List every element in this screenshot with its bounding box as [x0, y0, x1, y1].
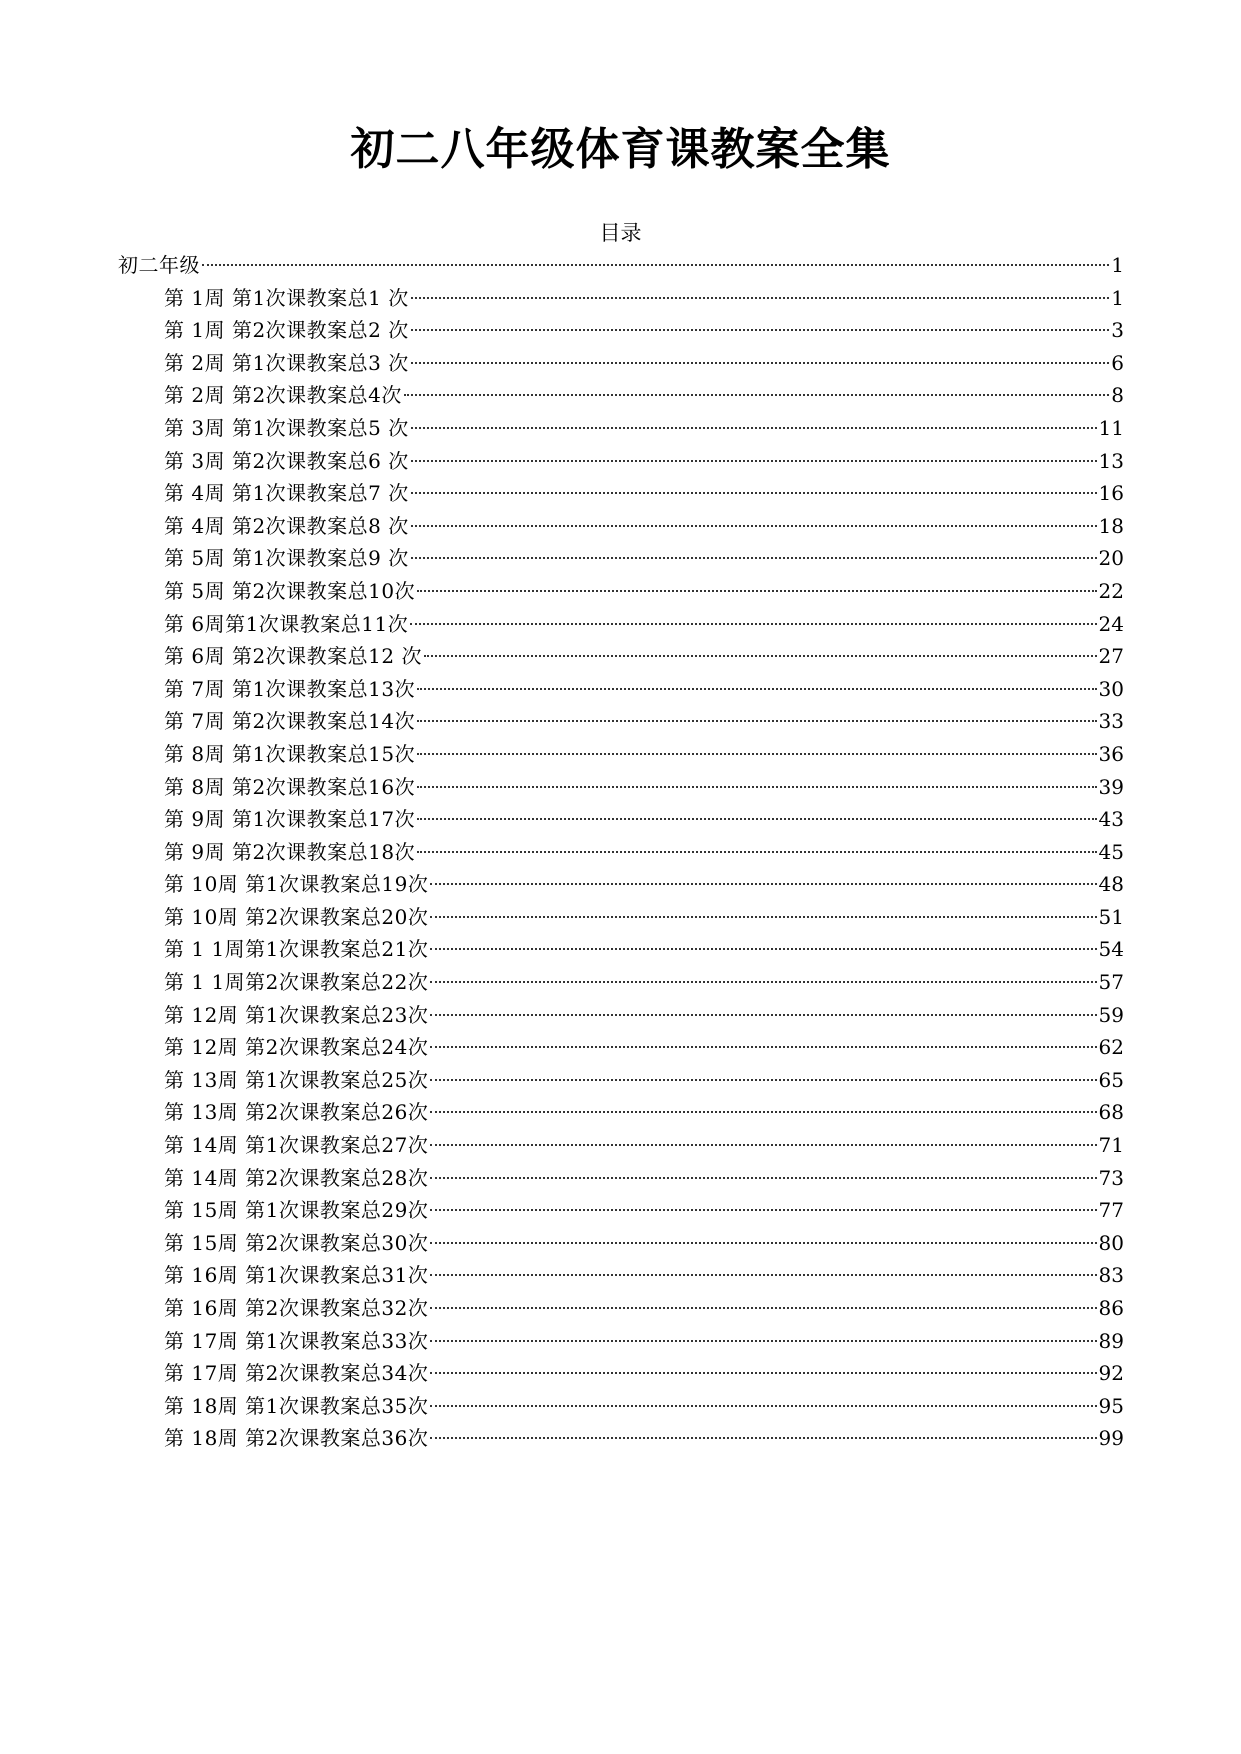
toc-page-number: 13: [1098, 448, 1124, 473]
toc-page-number: 54: [1098, 937, 1124, 962]
toc-dot-leader: [411, 329, 1110, 331]
toc-entry-label: 第 13周 第2次课教案总26次: [164, 1100, 429, 1125]
toc-page-number: 77: [1098, 1198, 1124, 1223]
toc-entry[interactable]: [118, 836, 1124, 869]
toc-dot-leader: [430, 916, 1096, 918]
toc-dot-leader: [411, 427, 1097, 429]
toc-dot-leader: [410, 623, 1096, 625]
toc-entry-label: 第 10周 第2次课教案总20次: [164, 904, 429, 929]
toc-dot-leader: [430, 1307, 1096, 1309]
toc-entry[interactable]: [118, 282, 1124, 315]
toc-entry-label: 第 1 1周第1次课教案总21次: [164, 937, 429, 962]
toc-dot-leader: [430, 1340, 1096, 1342]
toc-entry[interactable]: [118, 1390, 1124, 1423]
toc-entry-label: 第 4周 第2次课教案总8 次: [164, 513, 409, 538]
toc-page-number: 22: [1098, 578, 1124, 603]
toc-entry-label: 第 14周 第2次课教案总28次: [164, 1165, 429, 1190]
toc-dot-leader: [417, 590, 1096, 592]
toc-heading: 目录: [599, 221, 642, 245]
toc-entry-label: 第 15周 第2次课教案总30次: [164, 1230, 429, 1255]
toc-entry[interactable]: [118, 1325, 1124, 1358]
toc-entry[interactable]: [118, 379, 1124, 412]
toc-entry-label: 第 3周 第2次课教案总6 次: [164, 448, 409, 473]
toc-entry[interactable]: [118, 901, 1124, 934]
toc-entry[interactable]: [118, 1422, 1124, 1455]
toc-dot-leader: [417, 818, 1096, 820]
toc-dot-leader: [417, 786, 1096, 788]
toc-entry-label: 第 9周 第2次课教案总18次: [164, 839, 416, 864]
toc-entry[interactable]: [118, 347, 1124, 380]
toc-entry[interactable]: [118, 542, 1124, 575]
toc-entry-label: 第 1 1周第2次课教案总22次: [164, 970, 429, 995]
toc-entry[interactable]: [118, 999, 1124, 1032]
toc-entry[interactable]: [118, 1096, 1124, 1129]
toc-entry-label: 第 18周 第1次课教案总35次: [164, 1393, 429, 1418]
toc-entry[interactable]: [118, 1227, 1124, 1260]
toc-page-number: 92: [1098, 1361, 1124, 1386]
document-title: 初二八年级体育课教案全集: [350, 124, 891, 175]
toc-entry-label: 第 16周 第2次课教案总32次: [164, 1296, 429, 1320]
toc-page-number: 51: [1098, 904, 1124, 929]
toc-dot-leader: [430, 1372, 1096, 1374]
toc-entry-label: 第 1周 第2次课教案总2 次: [164, 318, 409, 343]
toc-entry[interactable]: [118, 1162, 1124, 1195]
toc-entry-label: 第 12周 第2次课教案总24次: [164, 1035, 429, 1060]
toc-dot-leader: [411, 492, 1097, 494]
toc-dot-leader: [417, 753, 1096, 755]
toc-entry[interactable]: [118, 1292, 1124, 1325]
toc-entry-label: 第 12周 第1次课教案总23次: [164, 1002, 429, 1027]
toc-dot-leader: [411, 460, 1097, 462]
toc-entry-label: 第 17周 第2次课教案总34次: [164, 1361, 429, 1386]
toc-page-number: 24: [1098, 611, 1124, 636]
toc-dot-leader: [411, 525, 1097, 527]
toc-entry-label: 第 7周 第2次课教案总14次: [164, 709, 416, 734]
toc-entry-label: 第 13周 第1次课教案总25次: [164, 1067, 429, 1092]
toc-entry-label: 第 8周 第2次课教案总16次: [164, 774, 416, 799]
toc-dot-leader: [430, 1437, 1096, 1439]
toc-entry[interactable]: [118, 803, 1124, 836]
toc-page-number: 3: [1111, 318, 1124, 343]
toc-page-number: 73: [1098, 1165, 1124, 1190]
toc-dot-leader: [417, 720, 1096, 722]
toc-entry-label: 第 16周 第1次课教案总31次: [164, 1263, 429, 1288]
toc-dot-leader: [202, 264, 1109, 266]
toc-entry-label: 第 10周 第1次课教案总19次: [164, 872, 429, 897]
toc-entry-label: 第 8周 第1次课教案总15次: [164, 741, 416, 766]
toc-dot-leader: [430, 1079, 1096, 1081]
toc-entry[interactable]: [118, 966, 1124, 999]
toc-page-number: 59: [1098, 1002, 1124, 1027]
toc-page-number: 71: [1098, 1133, 1124, 1158]
toc-page-number: 6: [1111, 350, 1124, 375]
toc-page-number: 95: [1098, 1393, 1124, 1418]
toc-page-number: 39: [1098, 774, 1124, 799]
toc-page-number: 83: [1098, 1263, 1124, 1288]
toc-entry-label: 第 18周 第2次课教案总36次: [164, 1426, 429, 1451]
toc-entry[interactable]: [118, 1357, 1124, 1390]
toc-entry[interactable]: [118, 1031, 1124, 1064]
toc-entry[interactable]: [118, 510, 1124, 543]
toc-entry[interactable]: [118, 314, 1124, 347]
toc-page-number: 99: [1098, 1426, 1124, 1451]
toc-page-number: 80: [1098, 1230, 1124, 1255]
toc-dot-leader: [430, 948, 1096, 950]
toc-page-number: 1: [1111, 253, 1124, 277]
toc-entry[interactable]: [118, 705, 1124, 738]
toc-page-number: 65: [1098, 1067, 1124, 1092]
toc-entry[interactable]: [118, 477, 1124, 510]
toc-entry[interactable]: [118, 445, 1124, 478]
toc-entry[interactable]: [118, 1064, 1124, 1097]
toc-page-number: 8: [1111, 383, 1124, 408]
toc-dot-leader: [411, 362, 1110, 364]
toc-dot-leader: [404, 394, 1109, 396]
toc-page-number: 68: [1098, 1100, 1124, 1125]
toc-page-number: 20: [1098, 546, 1124, 571]
toc-entry[interactable]: [118, 933, 1124, 966]
toc-dot-leader: [430, 981, 1096, 983]
toc-page-number: 30: [1098, 676, 1124, 701]
toc-entry[interactable]: [118, 1259, 1124, 1292]
toc-dot-leader: [417, 688, 1096, 690]
toc-entry-label: 第 6周 第2次课教案总12 次: [164, 644, 422, 669]
toc-page-number: 48: [1098, 872, 1124, 897]
toc-dot-leader: [430, 1014, 1096, 1016]
toc-page-number: 36: [1098, 741, 1124, 766]
toc-dot-leader: [417, 851, 1096, 853]
toc-entry-label: 第 4周 第1次课教案总7 次: [164, 481, 409, 506]
toc-entry[interactable]: [118, 1194, 1124, 1227]
toc-page-number: 62: [1098, 1035, 1124, 1060]
toc-entry[interactable]: [118, 738, 1124, 771]
toc-entry-label: 初二年级: [118, 253, 200, 277]
table-of-contents: [118, 249, 1124, 1455]
toc-entry[interactable]: [118, 673, 1124, 706]
toc-entry-label: 第 5周 第2次课教案总10次: [164, 578, 416, 603]
toc-entry-label: 第 1周 第1次课教案总1 次: [164, 285, 409, 310]
toc-entry-label: 第 15周 第1次课教案总29次: [164, 1198, 429, 1223]
toc-dot-leader: [430, 1242, 1096, 1244]
toc-entry[interactable]: [118, 249, 1124, 282]
toc-dot-leader: [411, 557, 1097, 559]
toc-entry-label: 第 3周 第1次课教案总5 次: [164, 415, 409, 440]
toc-page-number: 18: [1098, 513, 1124, 538]
toc-page-number: 27: [1098, 644, 1124, 669]
toc-page-number: 16: [1098, 481, 1124, 506]
toc-dot-leader: [430, 1209, 1096, 1211]
toc-entry-label: 第 2周 第1次课教案总3 次: [164, 350, 409, 375]
toc-entry-label: 第 17周 第1次课教案总33次: [164, 1328, 429, 1353]
toc-dot-leader: [430, 1111, 1096, 1113]
toc-dot-leader: [430, 1274, 1096, 1276]
toc-entry-label: 第 2周 第2次课教案总4次: [164, 383, 402, 408]
toc-entry[interactable]: [118, 412, 1124, 445]
toc-page-number: 1: [1111, 285, 1124, 310]
toc-dot-leader: [430, 1144, 1096, 1146]
toc-dot-leader: [430, 1177, 1096, 1179]
toc-entry[interactable]: [118, 608, 1124, 641]
toc-page-number: 11: [1098, 415, 1124, 440]
toc-dot-leader: [411, 297, 1110, 299]
toc-entry-label: 第 14周 第1次课教案总27次: [164, 1133, 429, 1158]
toc-entry-label: 第 6周第1次课教案总11次: [164, 611, 409, 636]
toc-dot-leader: [430, 1046, 1096, 1048]
toc-page-number: 45: [1098, 839, 1124, 864]
toc-entry-label: 第 5周 第1次课教案总9 次: [164, 546, 409, 571]
toc-page-number: 33: [1098, 709, 1124, 734]
toc-page-number: 86: [1098, 1296, 1124, 1320]
toc-dot-leader: [424, 655, 1097, 657]
toc-entry[interactable]: [118, 575, 1124, 608]
toc-dot-leader: [430, 1405, 1096, 1407]
toc-page-number: 57: [1098, 970, 1124, 995]
toc-dot-leader: [430, 883, 1096, 885]
toc-entry[interactable]: [118, 868, 1124, 901]
toc-page-number: 89: [1098, 1328, 1124, 1353]
toc-entry[interactable]: [118, 1129, 1124, 1162]
toc-entry[interactable]: [118, 640, 1124, 673]
toc-page-number: 43: [1098, 807, 1124, 832]
toc-entry-label: 第 7周 第1次课教案总13次: [164, 676, 416, 701]
toc-entry-label: 第 9周 第1次课教案总17次: [164, 807, 416, 832]
toc-entry[interactable]: [118, 771, 1124, 804]
